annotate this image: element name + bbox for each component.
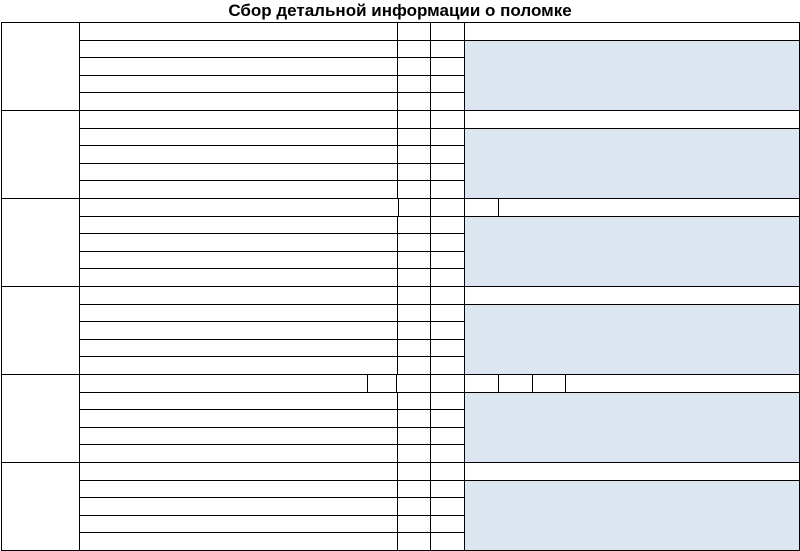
- yes-option[interactable]: [397, 515, 430, 533]
- question-who-3: [79, 321, 397, 339]
- grid-line: [367, 374, 368, 393]
- yes-option[interactable]: [397, 92, 430, 110]
- question-who-2: [79, 304, 397, 322]
- no-option[interactable]: [430, 22, 464, 40]
- no-option[interactable]: [430, 321, 464, 339]
- question-who-4: [79, 339, 397, 357]
- category-what: [1, 22, 79, 110]
- yes-option[interactable]: [397, 409, 430, 427]
- yes-option[interactable]: [397, 304, 430, 322]
- question-where-5: [79, 180, 397, 198]
- no-option[interactable]: [430, 286, 464, 304]
- grid-line: [1, 374, 465, 375]
- grid-line: [498, 198, 499, 217]
- grid-line: [79, 145, 465, 146]
- yes-option[interactable]: [397, 427, 430, 445]
- grid-line: [397, 216, 398, 287]
- grid-line: [498, 374, 499, 393]
- question-who-5: [79, 356, 397, 374]
- yes-option[interactable]: [397, 216, 430, 234]
- grid-line: [79, 251, 465, 252]
- sound-option-4[interactable]: [465, 374, 498, 392]
- question-what-5: [79, 92, 397, 110]
- grid-line: [464, 110, 465, 199]
- sound-option-2[interactable]: [397, 374, 430, 392]
- question-what-3: [79, 57, 397, 75]
- question-what-4: [79, 75, 397, 93]
- yes-option[interactable]: [397, 392, 430, 410]
- grid-line: [464, 110, 800, 111]
- grid-line: [79, 233, 465, 234]
- grid-line: [1, 22, 2, 551]
- grid-line: [1, 22, 800, 23]
- state-option-start[interactable]: [430, 198, 464, 216]
- no-option[interactable]: [430, 57, 464, 75]
- question-how-2: [79, 480, 397, 498]
- question-where-1: [79, 110, 397, 128]
- additional-info-area-how[interactable]: [465, 480, 799, 550]
- question-which-4: [79, 427, 397, 445]
- question-when-5: [79, 268, 397, 286]
- no-option[interactable]: [430, 110, 464, 128]
- question-who-1: [79, 286, 397, 304]
- no-option[interactable]: [430, 268, 464, 286]
- no-option[interactable]: [430, 40, 464, 58]
- yes-option[interactable]: [397, 75, 430, 93]
- no-option[interactable]: [430, 180, 464, 198]
- no-option[interactable]: [430, 409, 464, 427]
- grid-line: [430, 392, 431, 463]
- grid-line: [464, 198, 800, 199]
- no-option[interactable]: [430, 515, 464, 533]
- question-where-4: [79, 163, 397, 181]
- no-option[interactable]: [430, 392, 464, 410]
- category-which: [1, 374, 79, 462]
- grid-line: [79, 339, 465, 340]
- grid-line: [79, 57, 465, 58]
- additional-info-header: [464, 22, 799, 40]
- additional-info-header: [565, 374, 799, 392]
- yes-option[interactable]: [397, 251, 430, 269]
- no-option[interactable]: [430, 75, 464, 93]
- no-option[interactable]: [430, 128, 464, 146]
- question-how-1: [79, 462, 397, 480]
- question-how-5: [79, 532, 397, 550]
- category-who: [1, 286, 79, 374]
- yes-option[interactable]: [397, 180, 430, 198]
- additional-info-area-what[interactable]: [465, 40, 799, 110]
- no-option[interactable]: [430, 145, 464, 163]
- question-which-1: [79, 374, 367, 392]
- question-when-1: [79, 198, 398, 216]
- grid-line: [464, 462, 800, 463]
- grid-line: [79, 268, 465, 269]
- sound-option-5[interactable]: [499, 374, 532, 392]
- grid-line: [79, 304, 465, 305]
- sound-option-1[interactable]: [368, 374, 396, 392]
- grid-line: [79, 286, 80, 375]
- yes-option[interactable]: [397, 444, 430, 462]
- grid-line: [464, 392, 800, 393]
- yes-option[interactable]: [397, 40, 430, 58]
- yes-option[interactable]: [397, 163, 430, 181]
- grid-line: [79, 515, 465, 516]
- no-option[interactable]: [430, 339, 464, 357]
- grid-line: [398, 198, 399, 217]
- grid-line: [430, 110, 431, 199]
- grid-line: [397, 462, 398, 551]
- grid-line: [464, 374, 800, 375]
- grid-line: [79, 462, 80, 551]
- grid-line: [79, 75, 465, 76]
- no-option[interactable]: [430, 497, 464, 515]
- grid-line: [430, 374, 431, 393]
- grid-line: [79, 392, 465, 393]
- grid-line: [79, 110, 80, 199]
- category-when: [1, 198, 79, 286]
- no-option[interactable]: [430, 356, 464, 374]
- sound-option-3[interactable]: [431, 374, 464, 392]
- additional-info-header: [498, 198, 799, 216]
- question-which-3: [79, 409, 397, 427]
- grid-line: [464, 304, 800, 305]
- grid-line: [430, 22, 431, 111]
- no-option[interactable]: [430, 444, 464, 462]
- yes-option[interactable]: [397, 339, 430, 357]
- no-option[interactable]: [430, 427, 464, 445]
- grid-line: [79, 356, 465, 357]
- yes-option[interactable]: [397, 22, 430, 40]
- yes-option[interactable]: [397, 497, 430, 515]
- category-where: [1, 110, 79, 198]
- grid-line: [532, 374, 533, 393]
- grid-line: [79, 163, 465, 164]
- question-how-3: [79, 497, 397, 515]
- grid-line: [430, 462, 431, 551]
- no-option[interactable]: [430, 251, 464, 269]
- yes-option[interactable]: [397, 462, 430, 480]
- grid-line: [79, 480, 465, 481]
- grid-line: [464, 480, 800, 481]
- yes-option[interactable]: [397, 532, 430, 550]
- yes-option[interactable]: [397, 110, 430, 128]
- question-when-2: [79, 216, 397, 234]
- grid-line: [396, 374, 397, 393]
- additional-info-area-when[interactable]: [465, 216, 799, 286]
- grid-line: [397, 22, 398, 111]
- question-which-2: [79, 392, 397, 410]
- grid-line: [565, 374, 566, 393]
- grid-line: [79, 532, 465, 533]
- grid-line: [79, 22, 80, 111]
- grid-line: [79, 216, 465, 217]
- yes-option[interactable]: [397, 321, 430, 339]
- question-which-5: [79, 444, 397, 462]
- no-option[interactable]: [430, 532, 464, 550]
- additional-info-header: [464, 462, 799, 480]
- no-option[interactable]: [430, 462, 464, 480]
- yes-option[interactable]: [397, 268, 430, 286]
- grid-line: [79, 444, 465, 445]
- form-title: Сбор детальной информации о поломке: [228, 1, 572, 20]
- category-how: [1, 462, 79, 550]
- question-when-3: [79, 233, 397, 251]
- no-option[interactable]: [430, 163, 464, 181]
- question-what-2: [79, 40, 397, 58]
- grid-line: [464, 286, 465, 375]
- grid-line: [464, 462, 465, 551]
- grid-line: [79, 92, 465, 93]
- grid-line: [464, 216, 800, 217]
- grid-line: [430, 198, 431, 217]
- no-option[interactable]: [430, 304, 464, 322]
- grid-line: [397, 110, 398, 199]
- no-option[interactable]: [430, 233, 464, 251]
- grid-line: [430, 216, 431, 287]
- grid-line: [464, 374, 465, 393]
- additional-info-header: [464, 286, 799, 304]
- question-where-3: [79, 145, 397, 163]
- yes-option[interactable]: [397, 57, 430, 75]
- grid-line: [1, 110, 465, 111]
- additional-info-area-which[interactable]: [465, 392, 799, 462]
- question-where-2: [79, 128, 397, 146]
- grid-line: [397, 392, 398, 463]
- grid-line: [1, 198, 465, 199]
- grid-line: [79, 128, 465, 129]
- yes-option[interactable]: [397, 233, 430, 251]
- grid-line: [464, 286, 800, 287]
- grid-line: [79, 40, 465, 41]
- additional-info-header: [464, 110, 799, 128]
- yes-option[interactable]: [397, 356, 430, 374]
- question-what-1: [79, 22, 397, 40]
- grid-line: [464, 216, 465, 287]
- additional-info-area-who[interactable]: [465, 304, 799, 374]
- no-option[interactable]: [430, 92, 464, 110]
- grid-line: [464, 198, 465, 217]
- grid-line: [464, 22, 465, 111]
- grid-line: [79, 180, 465, 181]
- question-how-4: [79, 515, 397, 533]
- question-when-4: [79, 251, 397, 269]
- grid-line: [464, 128, 800, 129]
- grid-line: [79, 374, 80, 463]
- yes-option[interactable]: [397, 480, 430, 498]
- yes-option[interactable]: [397, 128, 430, 146]
- grid-line: [397, 286, 398, 375]
- grid-line: [464, 40, 800, 41]
- grid-line: [79, 497, 465, 498]
- no-option[interactable]: [430, 216, 464, 234]
- additional-info-area-where[interactable]: [465, 128, 799, 198]
- grid-line: [464, 392, 465, 463]
- grid-line: [79, 198, 80, 287]
- grid-line: [79, 321, 465, 322]
- grid-line: [79, 427, 465, 428]
- no-option[interactable]: [430, 480, 464, 498]
- yes-option[interactable]: [397, 145, 430, 163]
- yes-option[interactable]: [397, 286, 430, 304]
- state-option-stop[interactable]: [398, 198, 430, 216]
- grid-line: [430, 286, 431, 375]
- grid-line: [1, 286, 465, 287]
- grid-line: [1, 462, 465, 463]
- state-option-jog[interactable]: [464, 198, 498, 216]
- grid-line: [79, 409, 465, 410]
